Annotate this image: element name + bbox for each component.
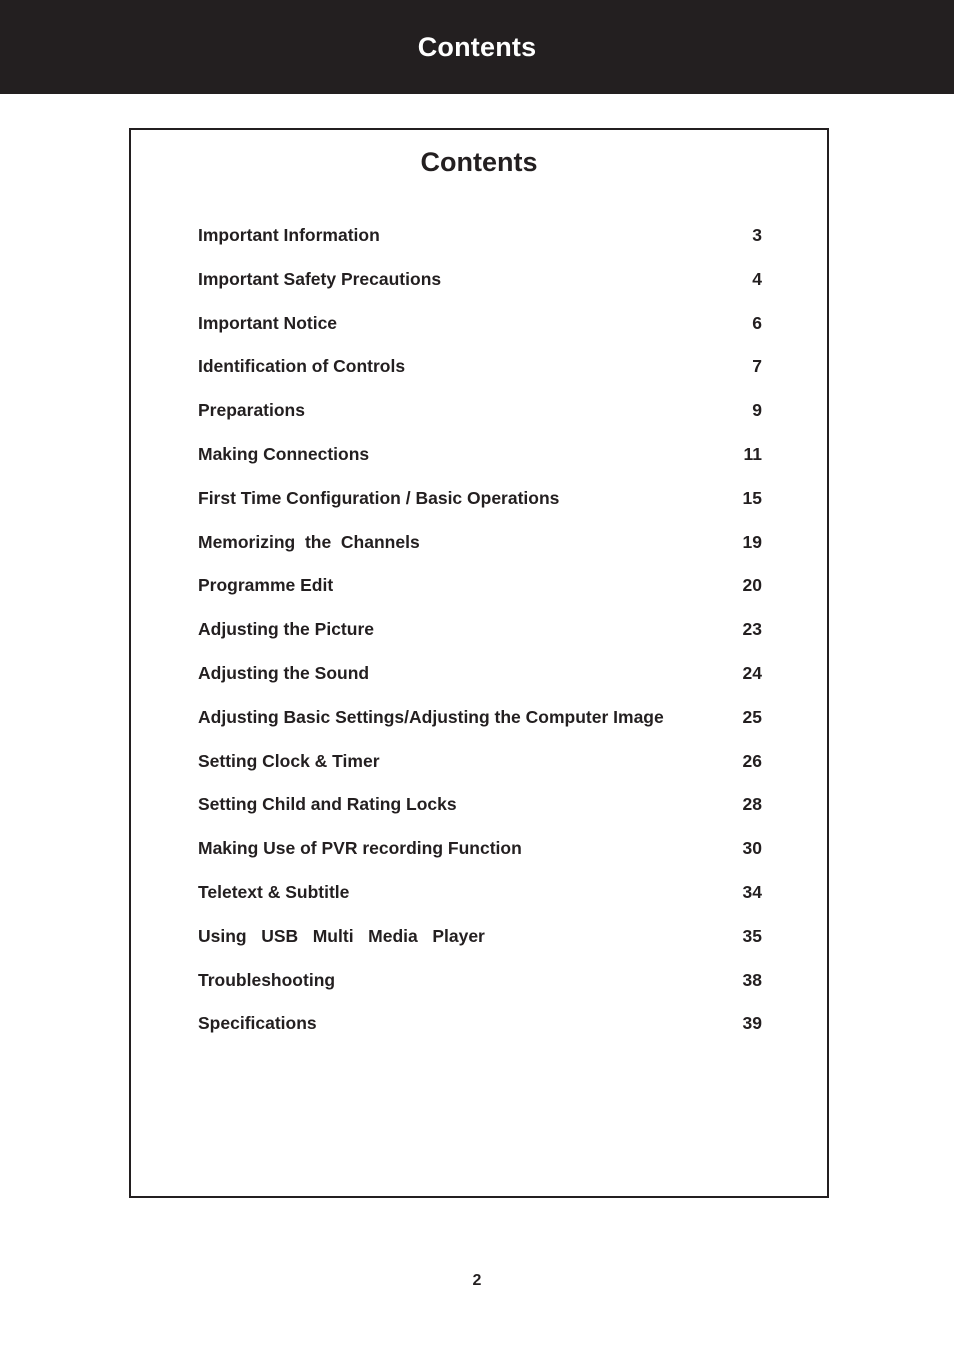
page-number: 2 (472, 1272, 482, 1289)
toc-entry-page: 15 (742, 487, 762, 508)
toc-entry-title: Identification of Controls (198, 356, 406, 377)
toc-entry-page: 4 (752, 268, 762, 289)
toc-entry-title: Programme Edit (198, 575, 334, 596)
toc-entry-title: Using USB Multi Media Player (198, 925, 485, 946)
toc-entry-title: Memorizing the Channels (198, 531, 420, 552)
toc-entry-page: 26 (742, 750, 762, 771)
toc-entry (198, 702, 762, 746)
toc-entry-page: 9 (752, 400, 762, 421)
contents-box-title: Contents (420, 147, 538, 177)
toc-entry (198, 614, 762, 658)
toc-entry-page: 30 (742, 838, 762, 859)
toc-entry-page: 39 (742, 1013, 762, 1034)
toc-entry (198, 570, 762, 614)
toc-entry-title: Adjusting the Picture (198, 619, 374, 640)
toc-entry (198, 527, 762, 571)
toc-entry-title: Adjusting Basic Settings/Adjusting the Computer Image (198, 706, 664, 727)
toc-entry (198, 220, 762, 264)
toc-entry-title: Making Use of PVR recording Function (198, 838, 522, 859)
toc-entry-title: Important Safety Precautions (198, 268, 442, 289)
toc-entry (198, 483, 762, 527)
contents-box (129, 128, 829, 1198)
toc-entry (198, 264, 762, 308)
toc-entry-page: 7 (752, 356, 762, 377)
toc-entry (198, 921, 762, 965)
toc-entry-title: Teletext & Subtitle (198, 881, 350, 902)
toc-entry-page: 34 (742, 881, 762, 902)
toc-entry-title: First Time Configuration / Basic Operations (198, 487, 560, 508)
toc-entry-title: Troubleshooting (198, 969, 336, 990)
toc-entry (198, 965, 762, 1009)
toc-entry-page: 24 (742, 662, 762, 683)
toc-entry (198, 439, 762, 483)
toc-entry-title: Preparations (198, 400, 305, 421)
toc-entry (198, 351, 762, 395)
toc-entry-title: Specifications (198, 1013, 317, 1034)
toc-entry-page: 25 (742, 706, 762, 727)
toc-list (198, 220, 762, 1052)
toc-entry (198, 877, 762, 921)
toc-entry-title: Important Notice (198, 312, 338, 333)
toc-entry (198, 1008, 762, 1052)
toc-entry (198, 308, 762, 352)
toc-entry-page: 11 (743, 443, 762, 464)
toc-entry-page: 20 (742, 575, 762, 596)
toc-entry-page: 19 (742, 531, 762, 552)
toc-entry-title: Setting Child and Rating Locks (198, 794, 457, 815)
toc-entry (198, 789, 762, 833)
toc-entry-title: Important Information (198, 225, 380, 245)
toc-entry-page: 3 (752, 225, 762, 245)
header-bar (0, 0, 954, 94)
toc-entry-page: 28 (742, 794, 762, 815)
toc-entry (198, 746, 762, 790)
toc-entry-page: 6 (752, 312, 762, 333)
toc-entry (198, 395, 762, 439)
toc-entry-page: 23 (742, 619, 762, 640)
toc-entry-page: 38 (742, 969, 762, 990)
header-title: Contents (417, 31, 537, 62)
toc-entry-page: 35 (742, 925, 762, 946)
toc-entry-title: Adjusting the Sound (198, 662, 370, 683)
toc-entry (198, 658, 762, 702)
toc-entry-title: Making Connections (198, 443, 370, 464)
toc-entry-title: Setting Clock & Timer (198, 750, 380, 771)
toc-entry (198, 833, 762, 877)
